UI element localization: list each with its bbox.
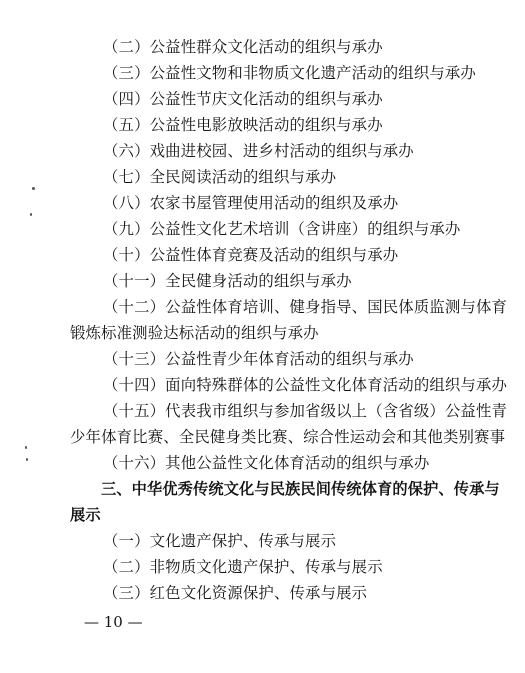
scan-speck [32,187,35,190]
list-item: （一）文化遗产保护、传承与展示 [103,532,337,550]
section-heading-continuation: 展示 [70,506,101,524]
list-item: （十）公益性体育竞赛及活动的组织与承办 [103,246,399,264]
list-item: （三）公益性文物和非物质文化遗产活动的组织与承办 [103,64,476,82]
list-item: （八）农家书屋管理使用活动的组织及承办 [103,194,399,212]
list-item: （二）公益性群众文化活动的组织与承办 [103,38,383,56]
list-item: （十三）公益性青少年体育活动的组织与承办 [103,350,414,368]
list-item: （十二）公益性体育培训、健身指导、国民体质监测与体育 [103,298,508,316]
page-number: — 10 — [84,613,143,631]
list-item: （十六）其他公益性文化体育活动的组织与承办 [103,454,430,472]
list-item-continuation: 少年体育比赛、全民健身类比赛、综合性运动会和其他类别赛事 [70,428,506,446]
list-item: （七）全民阅读活动的组织与承办 [103,168,337,186]
list-item: （三）红色文化资源保护、传承与展示 [103,584,368,602]
list-item: （九）公益性文化艺术培训（含讲座）的组织与承办 [103,220,461,238]
list-item: （二）非物质文化遗产保护、传承与展示 [103,558,383,576]
scan-speck [25,446,27,449]
list-item: （五）公益性电影放映活动的组织与承办 [103,116,383,134]
list-item: （六）戏曲进校园、进乡村活动的组织与承办 [103,142,414,160]
scan-speck [30,213,32,216]
list-item: （十一）全民健身活动的组织与承办 [103,272,352,290]
section-heading: 三、中华优秀传统文化与民族民间传统体育的保护、传承与 [101,480,500,498]
list-item: （十四）面向特殊群体的公益性文化体育活动的组织与承办 [103,376,508,394]
list-item: （四）公益性节庆文化活动的组织与承办 [103,90,383,108]
list-item: （十五）代表我市组织与参加省级以上（含省级）公益性青 [103,402,508,420]
list-item-continuation: 锻炼标准测验达标活动的组织与承办 [70,324,319,342]
scan-speck [26,458,28,461]
